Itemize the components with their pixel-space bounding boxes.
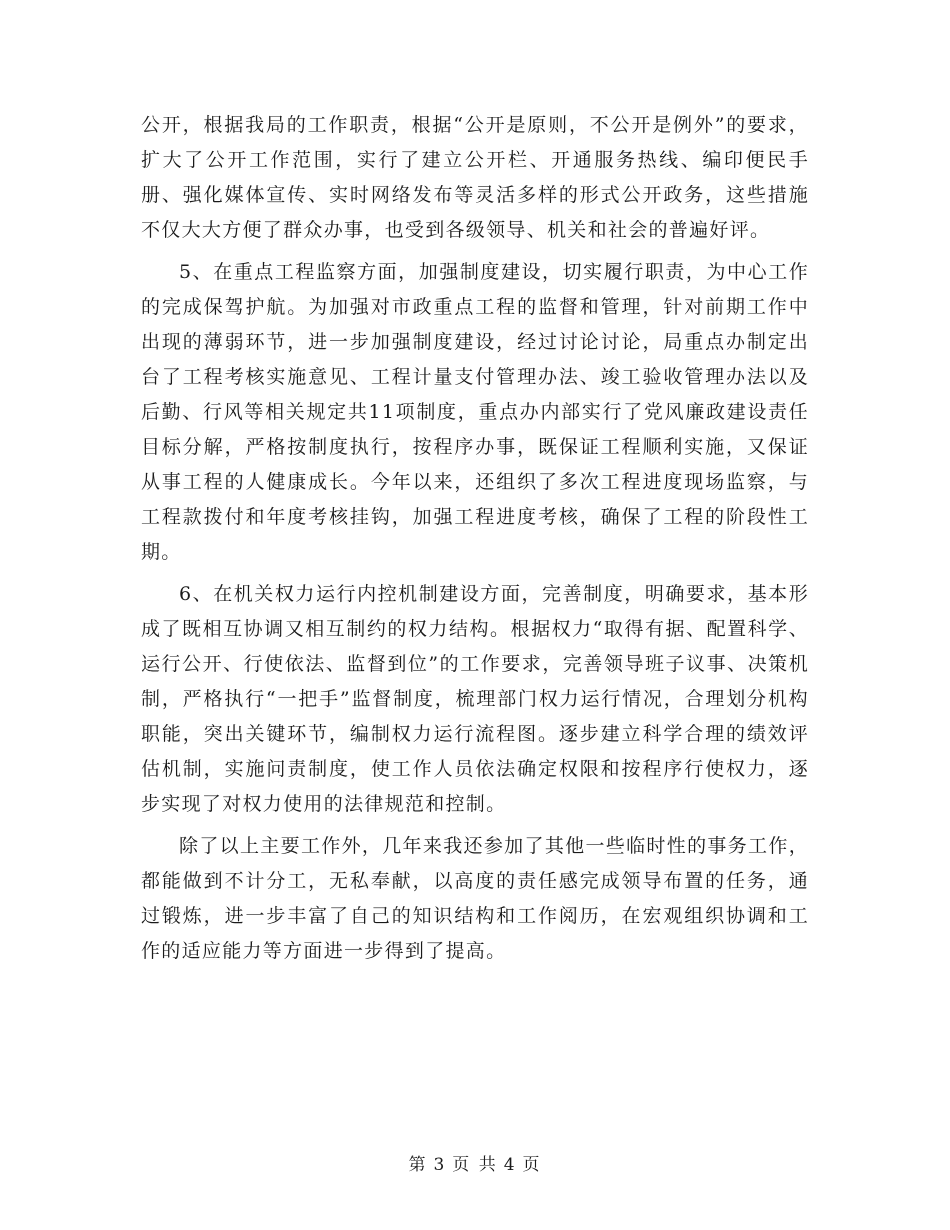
paragraph-3: 6、在机关权力运行内控机制建设方面，完善制度，明确要求，基本形成了既相互协调又相互制约的权力结构。根据权力“取得有据、配置科学、运行公开、行使依法、监督到位”的工作要求，完善领导班子议事、决策机制，严格执行“一把手”监督制度，梳理部门权力运行情况，合理划分机构职能，突出关键环节，编制权力运行流程图。逐步建立科学合理的绩效评估机制，实施问责制度，使工作人员依法确定权限和按程序行使权力，逐步实现了对权力使用的法律规范和控制。 [141,583,809,815]
page-footer [0,1150,950,1175]
paragraph-2: 5、在重点工程监察方面，加强制度建设，切实履行职责，为中心工作的完成保驾护航。为加强对市政重点工程的监督和管理，针对前期工作中出现的薄弱环节，进一步加强制度建设，经过讨论讨论，局重点办制定出台了工程考核实施意见、工程计量支付管理办法、竣工验收管理办法以及后勤、行风等相关规定共11项制度，重点办内部实行了党风廉政建设责任目标分解，严格按制度执行，按程序办事，既保证工程顺利实施，又保证从事工程的人健康成长。今年以来，还组织了多次工程进度现场监察，与工程款拨付和年度考核挂钩，加强工程进度考核，确保了工程的阶段性工期。 [141,261,809,563]
paragraph-1: 公开，根据我局的工作职责，根据“公开是原则，不公开是例外”的要求，扩大了公开工作范围，实行了建立公开栏、开通服务热线、编印便民手册、强化媒体宣传、实时网络发布等灵活多样的形式公开政务，这些措施不仅大大方便了群众办事，也受到各级领导、机关和社会的普遍好评。 [141,114,809,241]
footer-suffix: 页 [522,1155,542,1175]
footer-page-number: 3 [433,1155,447,1175]
footer-middle: 页 共 [452,1155,498,1175]
footer-total-pages: 4 [503,1155,517,1175]
document-body [141,108,809,976]
paragraph-4: 除了以上主要工作外，几年来我还参加了其他一些临时性的事务工作，都能做到不计分工，无私奉献，以高度的责任感完成领导布置的任务，通过锻炼，进一步丰富了自己的知识结构和工作阅历，在宏观组织协调和工作的适应能力等方面进一步得到了提高。 [141,835,809,962]
footer-prefix: 第 [408,1155,428,1175]
